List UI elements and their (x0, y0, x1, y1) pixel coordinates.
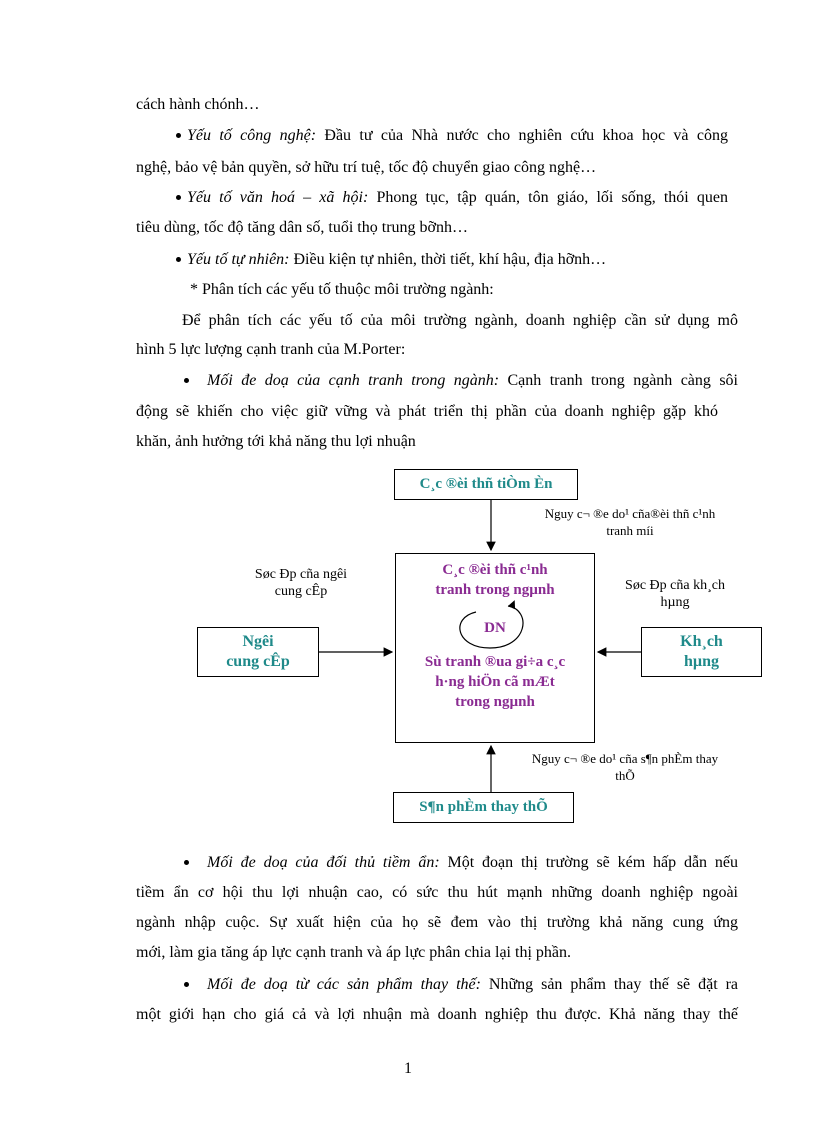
text-line: tiêu dùng, tốc độ tăng dân số, tuổi thọ trung bỡnh… (136, 219, 468, 236)
nature-paragraph: Yếu tố tự nhiên: Điều kiện tự nhiên, thời tiết, khí hậu, địa hỡnh… (176, 250, 606, 270)
suppliers-box: Ngêi cung cÊp (197, 627, 319, 677)
buyer-pressure-note: Søc Ðp cña kh¸ch hµng (625, 578, 725, 610)
bullet-icon (184, 860, 189, 865)
page-number: 1 (404, 1060, 412, 1077)
text-line: động sẽ khiến cho việc giữ vững và phát triển thị phần của doanh nghiệp gặp khó (136, 403, 718, 420)
text-line: một giới hạn cho giá cả và lợi nhuận mà doanh nghiệp thu được. Khả năng thay thế (136, 1006, 738, 1023)
text-line: mới, làm gia tăng áp lực cạnh tranh và áp lực phân chia lại thị phần. (136, 944, 571, 961)
industry-competitors-box: C¸c ®èi thñ c¹nh tranh trong ngµnh DN Sù tranh ®ua gi÷a c¸c h·ng hiÖn cã mÆt trong ngµnh (395, 553, 595, 743)
intro-paragraph: Để phân tích các yếu tố của môi trường ngành, doanh nghiệp cần sử dụng mô (182, 312, 738, 329)
entrant-threat-note: Nguy c¬ ®e do¹ cña®èi thñ c¹nh tranh míi (544, 506, 716, 538)
culture-paragraph: Yếu tố văn hoá – xã hội: Phong tục, tập quán, tôn giáo, lối sống, thói quen (136, 188, 728, 208)
text-line: khăn, ảnh hưởng tới khả năng thu lợi nhuận (136, 433, 416, 450)
text-line: tiềm ẩn cơ hội thu lợi nhuận cao, có sức thu hút mạnh những doanh nghiệp ngoài (136, 884, 738, 901)
substitute-threat-note: Nguy c¬ ®e do¹ cña s¶n phÈm thay thÕ (531, 751, 719, 783)
rivalry-paragraph: Mối đe doạ của cạnh tranh trong ngành: Cạnh tranh trong ngành càng sôi (136, 371, 738, 391)
entrant-paragraph: Mối đe doạ của đối thủ tiềm ẩn: Một đoạn thị trường sẽ kém hấp dẫn nếu (136, 853, 738, 873)
buyers-box: Kh¸ch hµng (641, 627, 762, 677)
substitute-paragraph: Mối đe doạ từ các sản phẩm thay thế: Những sản phẩm thay thế sẽ đặt ra (136, 975, 738, 995)
tech-paragraph: Yếu tố công nghệ: Đầu tư của Nhà nước cho nghiên cứu khoa học và công (136, 126, 728, 146)
potential-entrants-box: C¸c ®èi thñ tiÒm Èn (394, 469, 578, 500)
text-line: nghệ, bảo vệ bản quyền, sở hữu trí tuệ, tốc độ chuyển giao công nghệ… (136, 159, 597, 176)
text-line: cách hành chónh… (136, 96, 260, 113)
section-heading: * Phân tích các yếu tố thuộc môi trường ngành: (190, 281, 494, 298)
text-line: hình 5 lực lượng cạnh tranh của M.Porter: (136, 341, 406, 358)
text-line: ngành nhập cuộc. Sự xuất hiện của họ sẽ đem vào thị trường khả năng cung ứng (136, 914, 738, 931)
bullet-icon (184, 982, 189, 987)
supplier-pressure-note: Søc Ðp cña ngêi cung cÊp (254, 567, 348, 599)
dn-label: DN (484, 620, 506, 636)
substitutes-box: S¶n phÈm thay thÕ (393, 792, 574, 823)
